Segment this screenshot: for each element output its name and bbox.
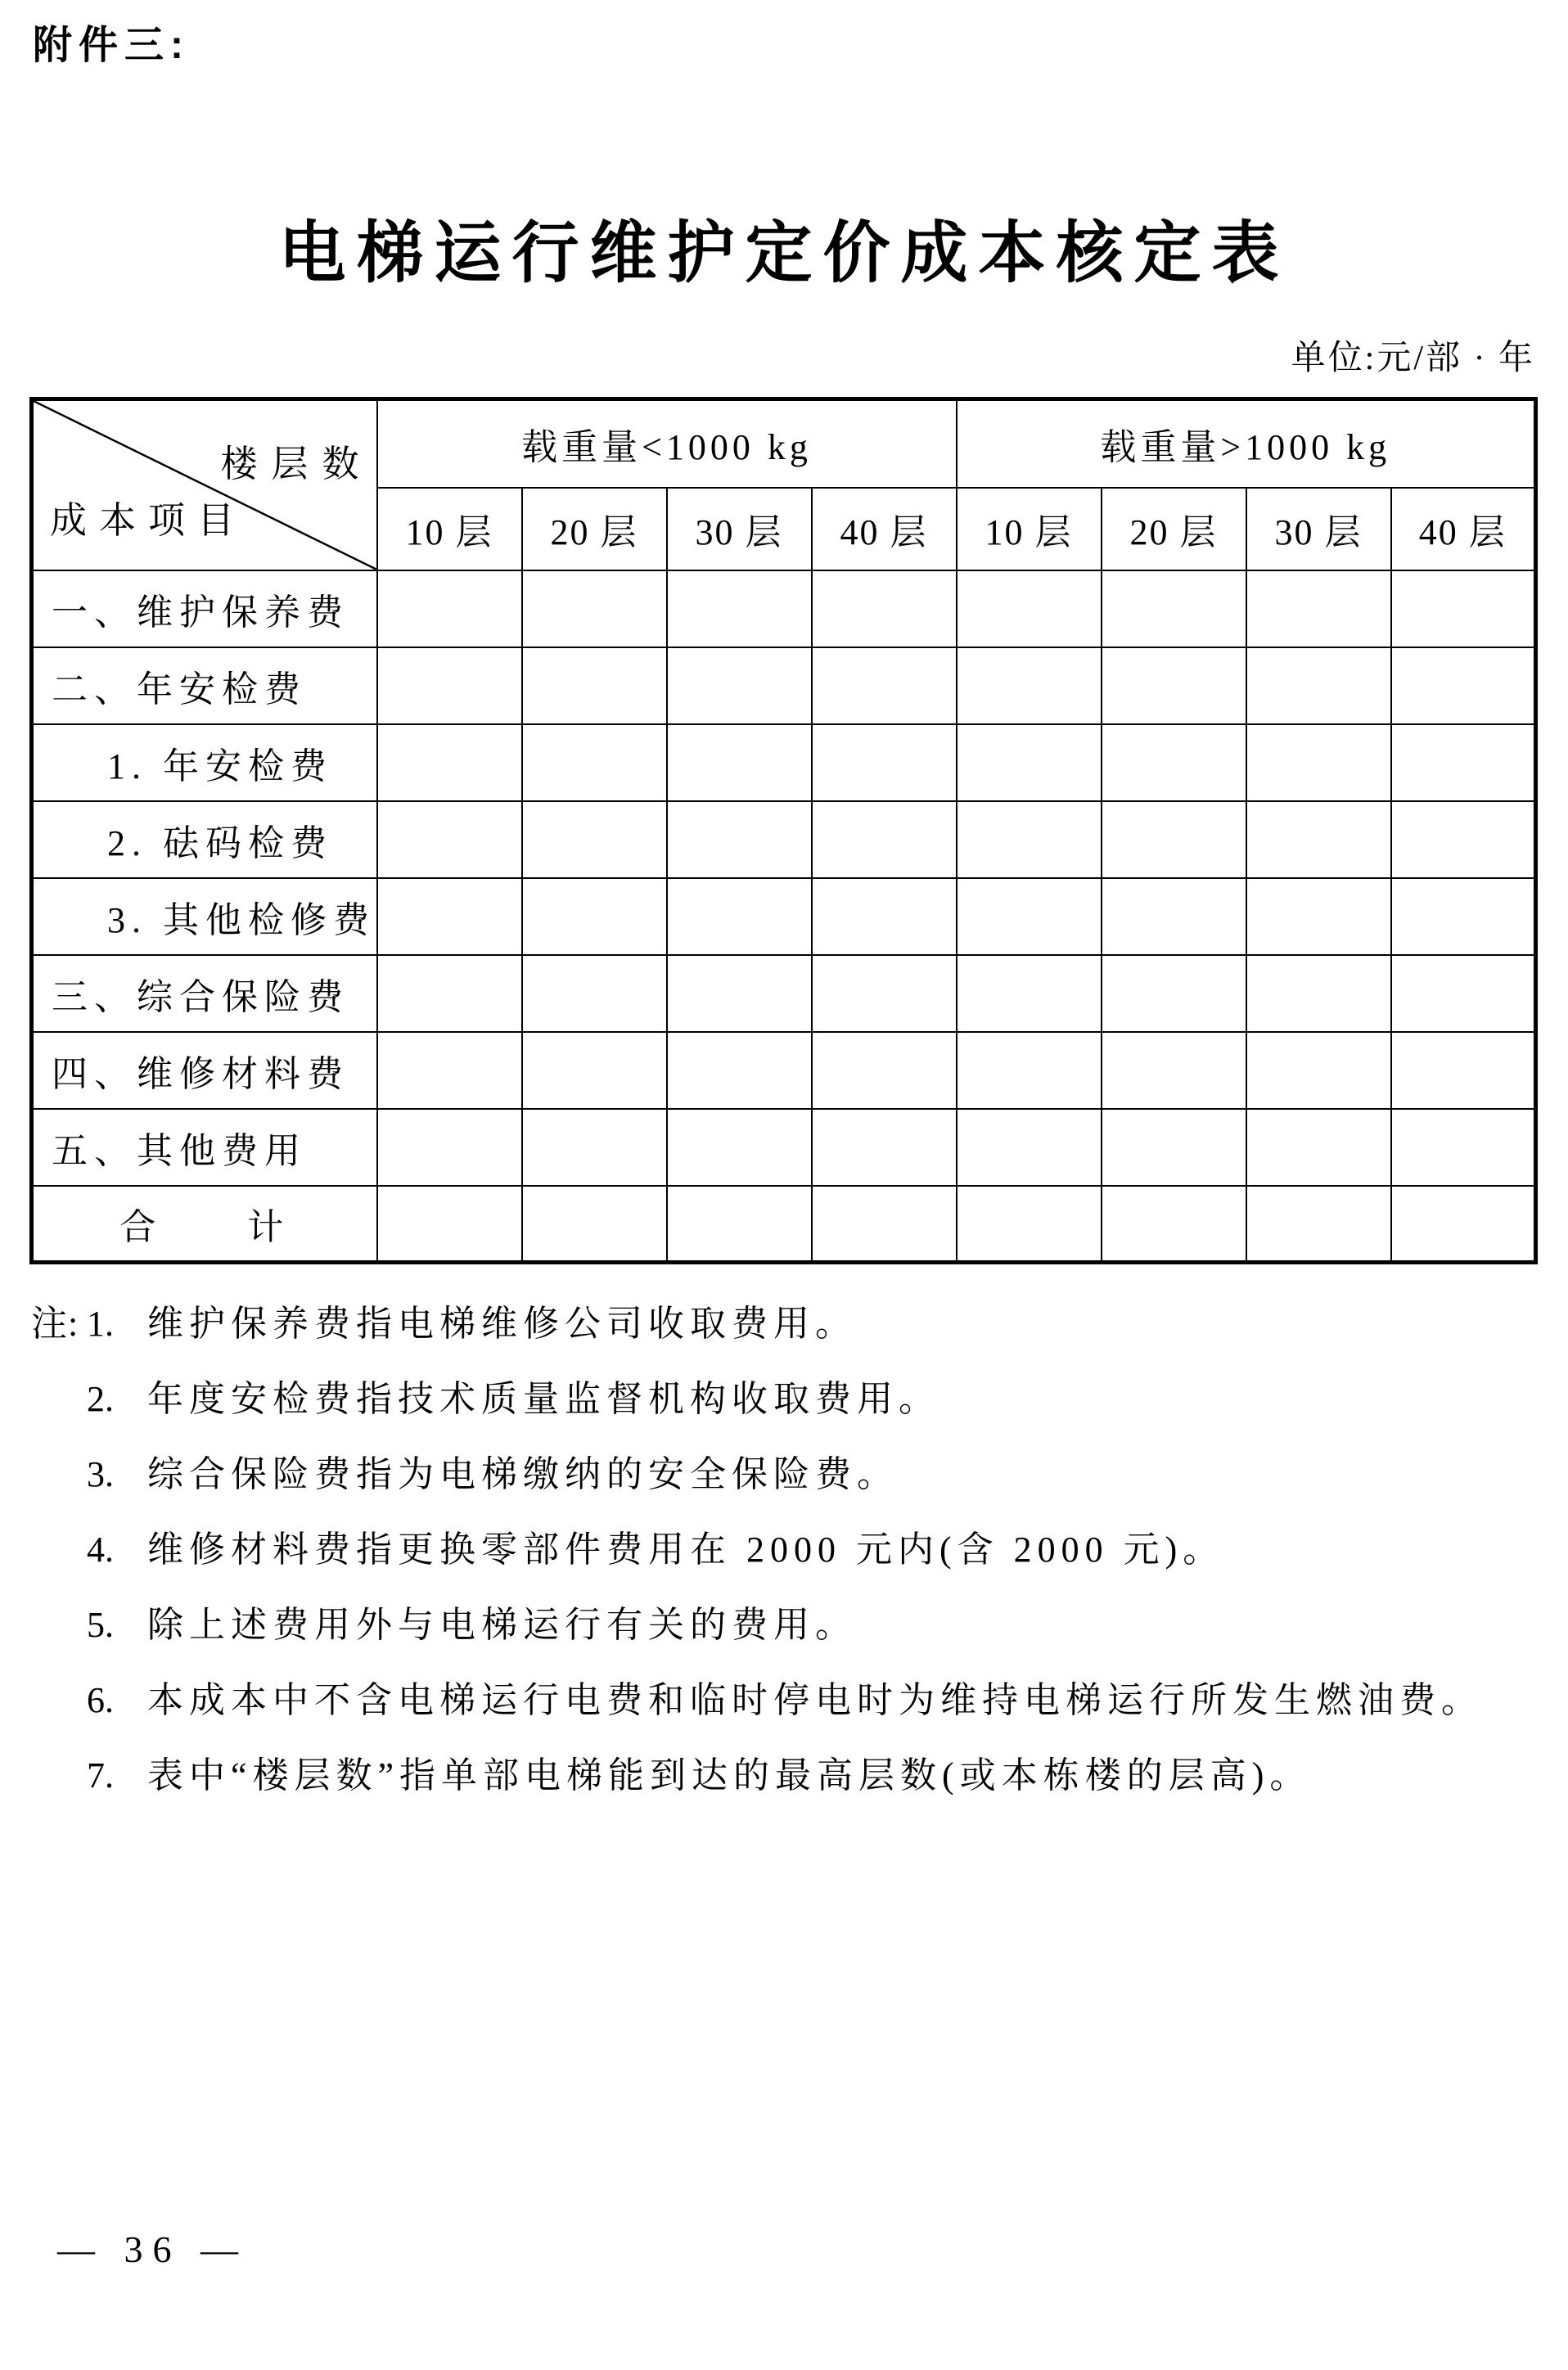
data-cell (1246, 647, 1391, 724)
note-text: 年度安检费指技术质量监督机构收取费用。 (147, 1379, 940, 1419)
table-row (32, 570, 1536, 647)
data-cell (957, 1032, 1102, 1109)
data-cell (812, 724, 957, 801)
data-cell (1102, 647, 1246, 724)
note-number: 4. (87, 1530, 114, 1570)
note-number: 5. (87, 1605, 114, 1645)
notes-block (31, 1286, 1545, 1814)
data-cell (522, 1109, 667, 1186)
note-number: 7. (87, 1755, 114, 1796)
data-cell (522, 801, 667, 878)
data-cell (667, 955, 812, 1032)
cost-table (29, 397, 1538, 1264)
table-row (32, 955, 1536, 1032)
note-number: 2. (87, 1379, 114, 1419)
data-cell (667, 801, 812, 878)
data-cell (812, 1032, 957, 1109)
data-cell (1246, 570, 1391, 647)
corner-cell (32, 399, 377, 570)
table-row (32, 1186, 1536, 1263)
data-cell (1391, 724, 1536, 801)
data-cell (377, 724, 522, 801)
row-label: 1. 年安检费 (32, 724, 377, 801)
data-cell (957, 724, 1102, 801)
data-cell (957, 1109, 1102, 1186)
data-cell (1391, 570, 1536, 647)
note-line (31, 1588, 1545, 1663)
data-cell (522, 570, 667, 647)
data-cell (1102, 724, 1246, 801)
data-cell (812, 801, 957, 878)
data-cell (522, 878, 667, 955)
floor-header: 20 层 (1102, 488, 1246, 570)
data-cell (1102, 1109, 1246, 1186)
data-cell (1102, 801, 1246, 878)
data-cell (667, 1032, 812, 1109)
data-cell (522, 1032, 667, 1109)
table-row (32, 878, 1536, 955)
row-label: 三、综合保险费 (32, 955, 377, 1032)
data-cell (522, 1186, 667, 1263)
data-cell (377, 1109, 522, 1186)
data-cell (957, 647, 1102, 724)
data-cell (1102, 1186, 1246, 1263)
group-header-over-1000kg: 载重量>1000 kg (957, 399, 1536, 488)
data-cell (1391, 1186, 1536, 1263)
data-cell (812, 955, 957, 1032)
note-line (31, 1362, 1545, 1437)
data-cell (377, 570, 522, 647)
data-cell (1246, 878, 1391, 955)
floor-header: 20 层 (522, 488, 667, 570)
data-cell (667, 1186, 812, 1263)
row-label: 四、维修材料费 (32, 1032, 377, 1109)
note-line (31, 1663, 1545, 1738)
floor-header: 40 层 (1391, 488, 1536, 570)
table-row (32, 724, 1536, 801)
data-cell (377, 647, 522, 724)
data-cell (377, 955, 522, 1032)
table-row (32, 647, 1536, 724)
data-cell (1391, 647, 1536, 724)
page-title: 电梯运行维护定价成本核定表 (278, 216, 1290, 291)
unit-label: 单位:元/部 · 年 (1291, 340, 1535, 377)
data-cell (522, 647, 667, 724)
data-cell (957, 570, 1102, 647)
data-cell (377, 1032, 522, 1109)
data-cell (377, 878, 522, 955)
notes-prefix: 注: (31, 1304, 79, 1344)
corner-cost-items-label: 成本项目 (50, 499, 247, 541)
data-cell (667, 724, 812, 801)
row-label: 3. 其他检修费 (32, 878, 377, 955)
data-cell (812, 1109, 957, 1186)
floor-header: 30 层 (1246, 488, 1391, 570)
data-cell (1391, 878, 1536, 955)
attachment-label: 附件三: (33, 24, 190, 67)
data-cell (1102, 878, 1246, 955)
page-number: — 36 — (57, 2228, 248, 2270)
data-cell (812, 570, 957, 647)
row-label: 五、其他费用 (32, 1109, 377, 1186)
floor-header: 40 层 (812, 488, 957, 570)
data-cell (667, 878, 812, 955)
row-label: 2. 砝码检费 (32, 801, 377, 878)
row-label: 二、年安检费 (32, 647, 377, 724)
data-cell (1246, 1109, 1391, 1186)
table-row (32, 1109, 1536, 1186)
data-cell (667, 570, 812, 647)
data-cell (957, 878, 1102, 955)
data-cell (812, 647, 957, 724)
data-cell (1391, 801, 1536, 878)
note-text: 综合保险费指为电梯缴纳的安全保险费。 (147, 1454, 899, 1494)
group-header-under-1000kg: 载重量<1000 kg (377, 399, 957, 488)
note-text: 除上述费用外与电梯运行有关的费用。 (147, 1605, 857, 1645)
table-header-group-row (32, 399, 1536, 488)
note-line (31, 1437, 1545, 1512)
data-cell (812, 1186, 957, 1263)
note-text: 本成本中不含电梯运行电费和临时停电时为维持电梯运行所发生燃油费。 (147, 1680, 1483, 1720)
data-cell (1246, 801, 1391, 878)
data-cell (1391, 1109, 1536, 1186)
data-cell (1102, 1032, 1246, 1109)
data-cell (1391, 955, 1536, 1032)
data-cell (377, 801, 522, 878)
note-number: 3. (87, 1454, 114, 1494)
corner-floors-label: 楼层数 (220, 444, 373, 484)
data-cell (667, 647, 812, 724)
data-cell (522, 955, 667, 1032)
note-line (31, 1286, 1545, 1362)
floor-header: 30 层 (667, 488, 812, 570)
data-cell (1102, 570, 1246, 647)
note-number: 6. (87, 1680, 114, 1720)
table-row (32, 1032, 1536, 1109)
floor-header: 10 层 (377, 488, 522, 570)
row-label-total: 合 计 (32, 1186, 377, 1263)
note-text: 维修材料费指更换零部件费用在 2000 元内(含 2000 元)。 (147, 1530, 1225, 1570)
data-cell (667, 1109, 812, 1186)
note-text: 维护保养费指电梯维修公司收取费用。 (147, 1304, 857, 1344)
note-line (31, 1738, 1545, 1814)
data-cell (1246, 1186, 1391, 1263)
data-cell (812, 878, 957, 955)
data-cell (1246, 724, 1391, 801)
table-row (32, 801, 1536, 878)
data-cell (522, 724, 667, 801)
note-number: 1. (87, 1304, 114, 1344)
data-cell (1246, 1032, 1391, 1109)
data-cell (1102, 955, 1246, 1032)
row-label: 一、维护保养费 (32, 570, 377, 647)
data-cell (957, 1186, 1102, 1263)
data-cell (1246, 955, 1391, 1032)
note-line (31, 1512, 1545, 1588)
data-cell (377, 1186, 522, 1263)
data-cell (957, 801, 1102, 878)
data-cell (1391, 1032, 1536, 1109)
floor-header: 10 层 (957, 488, 1102, 570)
data-cell (957, 955, 1102, 1032)
note-text: 表中“楼层数”指单部电梯能到达的最高层数(或本栋楼的层高)。 (147, 1755, 1312, 1796)
